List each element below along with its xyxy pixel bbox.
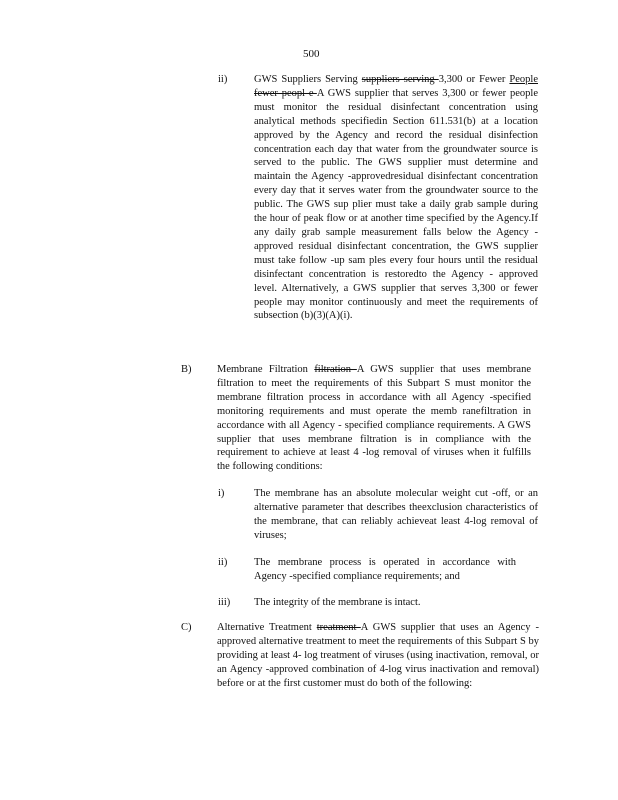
- section-B-i-label: i): [218, 488, 225, 499]
- section-B-i-text: The membrane has an absolute molecular weight cut -off, or an alternative parameter that describes theexclusion characteristics of the membrane, that can reliably achieveat least 4-log removal of viruses;: [254, 488, 538, 541]
- section-ii-label: ii): [218, 74, 228, 85]
- section-ii-heading-cont: 3,300 or Fewer: [438, 74, 510, 85]
- section-ii-paragraph: [254, 73, 538, 323]
- section-ii-heading: GWS Suppliers Serving: [254, 74, 362, 85]
- page-number: 500: [303, 48, 320, 60]
- section-C-label: C): [181, 622, 192, 633]
- section-ii-heading-deleted-2: fewer peopl e: [254, 87, 317, 99]
- section-B-paragraph: [217, 363, 531, 474]
- section-B-heading-deleted: filtration: [314, 364, 357, 375]
- section-B-ii-text: The membrane process is operated in accordance with Agency -specified compliance requirements; and: [254, 557, 516, 582]
- section-B-iii-text: The integrity of the membrane is intact.: [254, 597, 421, 608]
- section-C-heading-deleted: treatment: [316, 622, 361, 633]
- section-B-ii-label: ii): [218, 557, 228, 568]
- section-B-heading: Membrane Filtration: [217, 364, 315, 375]
- section-B-iii-label: iii): [218, 597, 231, 608]
- section-C-body: A GWS supplier that uses an Agency -approved alternative treatment to meet the requirements of this Subpart S by providing at least 4- log treatment of viruses (using inactivation, removal, or an Agency -approved combination of 4-log virus inactivation and removal) before or at the first customer must do both of the following:: [217, 622, 539, 689]
- section-C-heading: Alternative Treatment: [217, 622, 317, 633]
- section-ii-heading-inserted: People: [509, 74, 538, 85]
- section-B-label: B): [181, 364, 192, 375]
- section-ii-body: A GWS supplier that serves 3,300 or fewer people must monitor the residual disinfectant concentration using analytical methods specifiedin Section 611.531(b) at a location approved by the Agency and record the residual disinfection concentration each day that water from the groundwater source is served to the public. The GWS supplier must determine and maintain the Agency -approvedresidual disinfectant concentration every day that it serves water from the groundwater source to the public. The GWS sup plier must take a daily grab sample during the hour of peak flow or at another time specified by the Agency.If any daily grab sample measurement falls below the Agency -approved residual disinfectant concentration, the GWS supplier must take follow -up sam ples every four hours until the residual disinfectant concentration is restoredto the Agency - approved level. Alternatively, a GWS supplier that serves 3,300 or fewer people may monitor continuously and meet the requirements of subsection (b)(3)(A)(i).: [254, 87, 538, 322]
- section-ii-heading-deleted: suppliers serving: [361, 74, 439, 85]
- section-B-body: A GWS supplier that uses membrane filtration to meet the requirements of this Subpart S must monitor the membrane filtration process in accordance with all Agency -specified monitoring requirements and must operate the memb ranefiltration in accordance with all Agency - specified compliance requirements. A GWS supplier that uses membrane filtration is in compliance with the requirement to achieve at least 4 -log removal of viruses when it fulfills the following conditions:: [217, 364, 531, 473]
- section-C-paragraph: [217, 621, 539, 691]
